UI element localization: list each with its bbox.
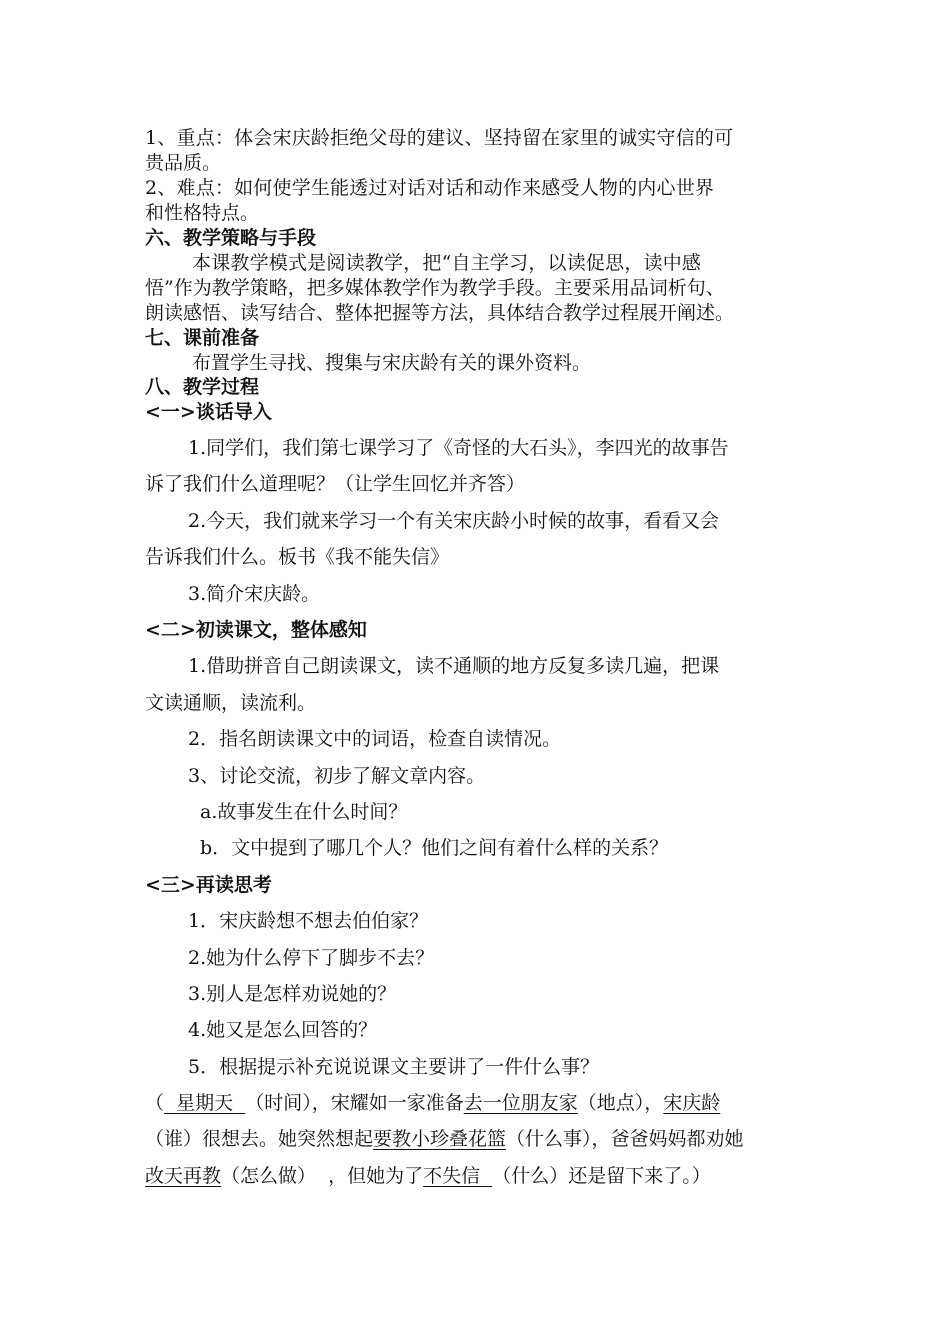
fill-answer-where: 去一位朋友家 <box>463 1092 578 1114</box>
key-point-focus-line-2: 贵品质。 <box>145 152 222 174</box>
fill-answer-what: 要教小珍叠花篮 <box>373 1128 507 1150</box>
fill-hint-why: （什么）还是留下来了。） <box>492 1165 711 1187</box>
fill-hint-when: （时间），宋耀如一家准备 <box>245 1092 464 1114</box>
part-3-heading: <三>再读思考 <box>145 874 272 896</box>
section-7-heading: 七、课前准备 <box>145 327 260 349</box>
key-point-focus-line-1: 1、重点：体会宋庆龄拒绝父母的建议、坚持留在家里的诚实守信的可 <box>145 127 734 149</box>
fill-answer-how: 改天再教 <box>145 1165 222 1187</box>
section-6-heading: 六、教学策略与手段 <box>145 227 317 249</box>
section-6-paragraph-line-3: 朗读感悟、读写结合、整体把握等方法，具体结合教学过程展开阐述。 <box>145 302 735 324</box>
fill-answer-why-text: 不失信 <box>423 1165 481 1187</box>
part-2-item-b: b．文中提到了哪几个人？他们之间有着什么样的关系？ <box>200 837 669 859</box>
fill-answer-who: 宋庆龄 <box>663 1092 721 1114</box>
part-3-question-2: 2.她为什么停下了脚步不去？ <box>188 947 435 969</box>
part-1-item-2-line-1: 2.今天，我们就来学习一个有关宋庆龄小时候的故事，看看又会 <box>188 510 720 532</box>
part-1-item-1-line-1: 1.同学们，我们第七课学习了《奇怪的大石头》，李四光的故事告 <box>188 437 729 459</box>
fill-answer-when <box>164 1092 245 1114</box>
fill-in-line-3 <box>145 1164 711 1189</box>
section-7-paragraph: 布置学生寻找、搜集与宋庆龄有关的课外资料。 <box>192 352 592 374</box>
section-6-paragraph-line-2: 悟”作为教学策略，把多媒体教学作为教学手段。主要采用品词析句、 <box>145 277 725 299</box>
fill-hint-what: （什么事），爸爸妈妈都劝她 <box>506 1128 744 1150</box>
part-2-item-1-line-2: 文读通顺，读流利。 <box>145 692 317 714</box>
part-2-item-1-line-1: 1.借助拼音自己朗读课文，读不通顺的地方反复多读几遍，把课 <box>188 655 720 677</box>
part-3-question-5: 5．根据提示补充说说课文主要讲了一件什么事？ <box>188 1056 600 1078</box>
fill-open-paren: （ <box>145 1092 165 1114</box>
part-3-question-3: 3.别人是怎样劝说她的？ <box>188 983 397 1005</box>
part-2-item-3: 3、讨论交流，初步了解文章内容。 <box>188 765 486 787</box>
section-8-heading: 八、教学过程 <box>145 376 260 398</box>
fill-answer-when-text: 星期天 <box>176 1092 234 1114</box>
key-point-difficulty-line-1: 2、难点：如何使学生能透过对话对话和动作来感受人物的内心世界 <box>145 177 715 199</box>
key-point-difficulty-line-2: 和性格特点。 <box>145 202 260 224</box>
part-3-question-4: 4.她又是怎么回答的？ <box>188 1019 378 1041</box>
part-3-question-1: 1．宋庆龄想不想去伯伯家？ <box>188 910 429 932</box>
fill-hint-who: （谁）很想去。她突然想起 <box>145 1128 374 1150</box>
part-1-item-2-line-2: 告诉我们什么。板书《我不能失信》 <box>145 546 450 568</box>
fill-answer-why <box>423 1165 492 1187</box>
part-2-item-a: a.故事发生在什么时间？ <box>200 801 408 823</box>
part-1-item-1-line-2: 诉了我们什么道理呢？（让学生回忆并齐答） <box>145 473 526 495</box>
part-2-heading: <二>初读课文，整体感知 <box>145 619 367 641</box>
section-6-paragraph-line-1: 本课教学模式是阅读教学，把“自主学习，以读促思，读中感 <box>192 252 702 274</box>
fill-hint-where: （地点）， <box>577 1092 664 1114</box>
fill-in-line-2 <box>145 1127 744 1152</box>
fill-in-line-1 <box>145 1091 720 1116</box>
fill-hint-how: （怎么做） ，但她为了 <box>221 1165 424 1187</box>
part-1-item-3: 3.简介宋庆龄。 <box>188 583 321 605</box>
part-2-item-2: 2．指名朗读课文中的词语，检查自读情况。 <box>188 728 562 750</box>
part-1-heading: <一>谈话导入 <box>145 401 272 423</box>
